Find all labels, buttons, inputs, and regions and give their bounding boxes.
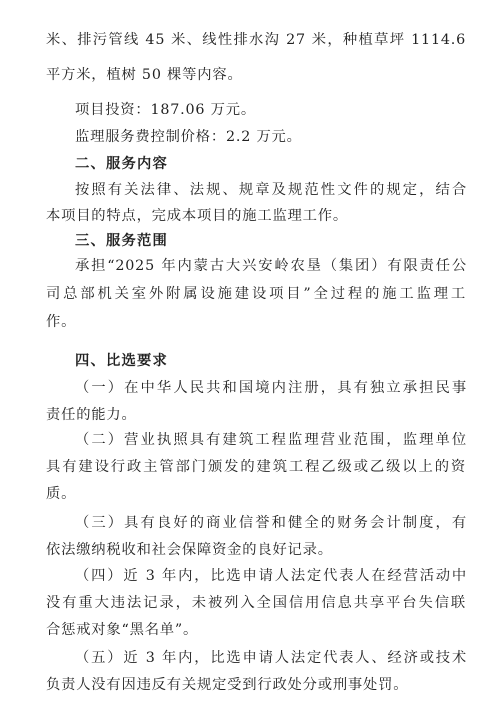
body-text-line: 米、排污管线 45 米、线性排水沟 27 米，种植草坪 1114.6 bbox=[46, 32, 466, 48]
section-heading-service-scope: 三、服务范围 bbox=[75, 233, 168, 249]
body-text-line: 司总部机关室外附属设施建设项目”全过程的施工监理工 bbox=[46, 286, 466, 302]
body-text-line: 作。 bbox=[46, 314, 77, 330]
body-text-line: 平方米，植树 50 棵等内容。 bbox=[46, 67, 243, 83]
section-heading-service-content: 二、服务内容 bbox=[75, 156, 168, 172]
requirement-item-line: 责任的能力。 bbox=[46, 407, 137, 423]
requirement-item-line: 合惩戒对象“黑名单”。 bbox=[46, 622, 199, 638]
requirement-item-line: 依法缴纳税收和社会保障资金的良好记录。 bbox=[46, 542, 333, 558]
requirement-item-line: 没有重大违法记录，未被列入全国信用信息共享平台失信联 bbox=[46, 595, 466, 611]
requirement-item-line: （三）具有良好的商业信誉和健全的财务会计制度，有 bbox=[75, 515, 467, 531]
fee-line: 监理服务费控制价格：2.2 万元。 bbox=[75, 129, 302, 145]
requirement-item-line: （四）近 3 年内，比选申请人法定代表人在经营活动中 bbox=[75, 568, 467, 584]
section-heading-requirements: 四、比选要求 bbox=[75, 353, 168, 369]
requirement-item-line: 具有建设行政主管部门颁发的建筑工程乙级或乙级以上的资 bbox=[46, 459, 466, 475]
requirement-item-line: （一）在中华人民共和国境内注册，具有独立承担民事 bbox=[75, 380, 467, 396]
investment-line: 项目投资：187.06 万元。 bbox=[75, 102, 256, 118]
requirement-item-line: 质。 bbox=[46, 486, 77, 502]
requirement-item-line: 负责人没有因违反有关规定受到行政处分或刑事处罚。 bbox=[46, 677, 409, 693]
requirement-item-line: （五）近 3 年内，比选申请人法定代表人、经济或技术 bbox=[75, 650, 467, 666]
body-text-line: 承担“2025 年内蒙古大兴安岭农垦（集团）有限责任公 bbox=[75, 258, 467, 274]
body-text-line: 按照有关法律、法规、规章及规范性文件的规定，结合 bbox=[75, 182, 467, 198]
requirement-item-line: （二）营业执照具有建筑工程监理营业范围，监理单位 bbox=[75, 432, 467, 448]
body-text-line: 本项目的特点，完成本项目的施工监理工作。 bbox=[46, 208, 348, 224]
